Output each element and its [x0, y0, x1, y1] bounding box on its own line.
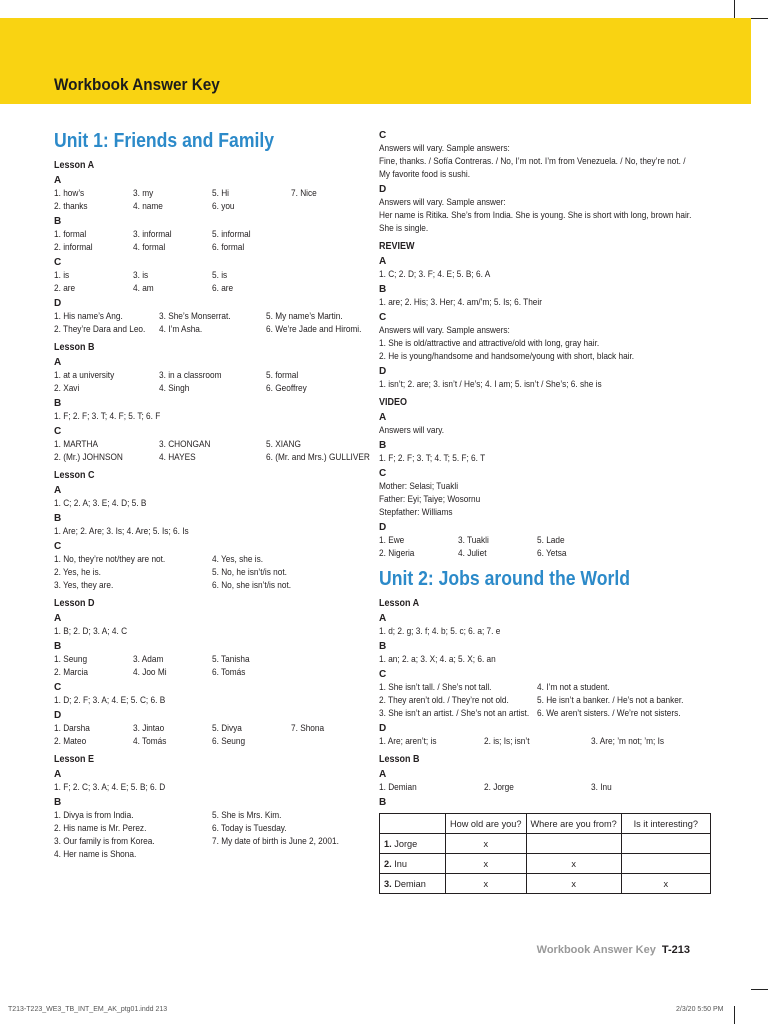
answer-line: Answers will vary. Sample answer:: [379, 197, 506, 207]
page-title: Workbook Answer Key: [54, 75, 220, 94]
answer: 6. (Mr. and Mrs.) GULLIVER: [266, 452, 370, 462]
answer: 5. Divya: [212, 723, 242, 733]
table-header-row: [380, 814, 711, 834]
table-row: [380, 854, 711, 874]
answer-line: 1. isn’t; 2. are; 3. isn’t / He’s; 4. I am; 5. isn’t / She’s; 6. she is: [379, 379, 602, 389]
answer-line: Answers will vary. Sample answers:: [379, 325, 510, 335]
answer-grid: [54, 653, 369, 679]
answer-line: 1. Are; 2. Are; 3. Is; 4. Are; 5. Is; 6. Is: [54, 526, 189, 536]
exercise-label: B: [379, 284, 387, 295]
table-cell: x: [621, 874, 710, 894]
crop-mark: [734, 1006, 735, 1024]
answer: 3. in a classroom: [159, 370, 222, 380]
answer-line: 1. F; 2. F; 3. T; 4. F; 5. T; 6. F: [54, 411, 161, 421]
answer-grid: [54, 269, 369, 295]
answer-line: 1. F; 2. C; 3. A; 4. E; 5. B; 6. D: [54, 782, 166, 792]
answer-grid: [379, 781, 719, 794]
answer: 7. My date of birth is June 2, 2001.: [212, 836, 339, 846]
answer: 2. informal: [54, 242, 93, 252]
answer: 1. Divya is from India.: [54, 810, 134, 820]
answer: 1. is: [54, 270, 70, 280]
lesson-heading: Lesson C: [54, 470, 95, 481]
answer: 4. Tomás: [133, 736, 167, 746]
exercise-label: D: [379, 366, 387, 377]
exercise-label: B: [54, 216, 62, 227]
answer: 3. my: [133, 188, 154, 198]
answer: 2. Jorge: [484, 782, 514, 792]
answer-grid: [379, 534, 719, 560]
print-slug-file: T213-T223_WE3_TB_INT_EM_AK_ptg01.indd 213: [8, 1006, 168, 1013]
answer: 5. informal: [212, 229, 251, 239]
row-label: [380, 834, 446, 854]
lesson-heading: Lesson A: [379, 598, 420, 609]
answer-line: 1. B; 2. D; 3. A; 4. C: [54, 626, 128, 636]
table-cell: [526, 834, 621, 854]
answer: 7. Shona: [291, 723, 325, 733]
column-header: How old are you?: [446, 814, 527, 834]
exercise-label: B: [54, 641, 62, 652]
print-slug-date: 2/3/20 5:50 PM: [676, 1006, 724, 1013]
answer-line: 1. C; 2. D; 3. F; 4. E; 5. B; 6. A: [379, 269, 491, 279]
answer: 6. We’re Jade and Hiromi.: [266, 324, 362, 334]
answer-table: [379, 813, 711, 894]
answer: 2. They’re Dara and Leo.: [54, 324, 146, 334]
answer: 5. Lade: [537, 535, 565, 545]
answer: 4. Yes, she is.: [212, 554, 264, 564]
exercise-label: D: [54, 710, 62, 721]
exercise-label: A: [54, 613, 62, 624]
table-cell: x: [446, 854, 527, 874]
table-row: [380, 874, 711, 894]
exercise-label: B: [54, 513, 62, 524]
answer: 1. formal: [54, 229, 87, 239]
answer: 1. His name’s Ang.: [54, 311, 123, 321]
unit2-title: Unit 2: Jobs around the World: [379, 568, 630, 590]
answer: 1. Ewe: [379, 535, 405, 545]
row-number: 3.: [384, 878, 392, 889]
answer: 6. Seung: [212, 736, 246, 746]
answer-grid: [54, 553, 369, 592]
exercise-label: A: [379, 769, 387, 780]
answer-grid: [54, 310, 369, 336]
row-label: [380, 854, 446, 874]
answer: 3. Tuakli: [458, 535, 489, 545]
answer-line: 2. He is young/handsome and handsome/young with short, black hair.: [379, 351, 635, 361]
exercise-label: C: [379, 669, 387, 680]
exercise-label: B: [379, 641, 387, 652]
table-cell: [621, 854, 710, 874]
answer-line: Answers will vary.: [379, 425, 445, 435]
table-cell: x: [526, 874, 621, 894]
answer-grid: [54, 809, 369, 861]
exercise-label: B: [379, 797, 387, 808]
answer-grid: [379, 735, 719, 748]
page-footer: [537, 944, 690, 956]
answer: 6. We aren’t sisters. / We’re not sisters.: [537, 708, 681, 718]
exercise-label: D: [379, 184, 387, 195]
table-cell: x: [526, 854, 621, 874]
row-name: Demian: [394, 878, 426, 889]
answer: 3. Inu: [591, 782, 612, 792]
answer: 4. am: [133, 283, 154, 293]
answer: 4. I’m Asha.: [159, 324, 203, 334]
answer-line: 1. She is old/attractive and attractive/old with long, gray hair.: [379, 338, 600, 348]
answer: 5. formal: [266, 370, 299, 380]
unit1-title: Unit 1: Friends and Family: [54, 130, 275, 152]
left-column: [54, 128, 369, 861]
exercise-label: C: [54, 541, 62, 552]
answer: 2. Marcia: [54, 667, 89, 677]
exercise-label: C: [379, 312, 387, 323]
column-header: Where are you from?: [526, 814, 621, 834]
answer: 6. are: [212, 283, 234, 293]
answer: 1. Darsha: [54, 723, 90, 733]
answer: 6. No, she isn’t/is not.: [212, 580, 292, 590]
exercise-label: A: [54, 769, 62, 780]
answer: 2. (Mr.) JOHNSON: [54, 452, 123, 462]
answer: 2. thanks: [54, 201, 88, 211]
answer-line: Father: Eyi; Taiye; Wosornu: [379, 494, 481, 504]
answer: 6. Geoffrey: [266, 383, 307, 393]
answer: 3. Our family is from Korea.: [54, 836, 155, 846]
table-cell: [621, 834, 710, 854]
answer: 3. informal: [133, 229, 172, 239]
exercise-label: A: [54, 357, 62, 368]
crop-mark: [734, 0, 735, 18]
answer-line: She is single.: [379, 223, 429, 233]
exercise-label: B: [54, 398, 62, 409]
answer: 2. Xavi: [54, 383, 80, 393]
answer: 4. Joo Mi: [133, 667, 167, 677]
answer-line: 1. C; 2. A; 3. E; 4. D; 5. B: [54, 498, 147, 508]
answer: 6. formal: [212, 242, 245, 252]
row-number: 2.: [384, 858, 392, 869]
column-header: Is it interesting?: [621, 814, 710, 834]
section-heading: REVIEW: [379, 241, 415, 252]
answer: 3. She’s Monserrat.: [159, 311, 231, 321]
answer-line: 1. d; 2. g; 3. f; 4. b; 5. c; 6. a; 7. e: [379, 626, 501, 636]
crop-mark: [751, 989, 768, 990]
exercise-label: D: [54, 298, 62, 309]
answer-line: 1. D; 2. F; 3. A; 4. E; 5. C; 6. B: [54, 695, 166, 705]
answer-line: 1. F; 2. F; 3. T; 4. T; 5. F; 6. T: [379, 453, 486, 463]
answer: 7. Nice: [291, 188, 317, 198]
lesson-heading: Lesson E: [54, 754, 95, 765]
answer-grid: [54, 369, 369, 395]
answer: 2. They aren’t old. / They’re not old.: [379, 695, 509, 705]
right-column: [379, 128, 719, 894]
answer: 5. No, he isn’t/is not.: [212, 567, 287, 577]
exercise-label: C: [54, 257, 62, 268]
answer: 1. Are; aren’t; is: [379, 736, 437, 746]
exercise-label: A: [379, 412, 387, 423]
answer: 4. Juliet: [458, 548, 487, 558]
answer: 2. is; Is; isn’t: [484, 736, 530, 746]
answer: 5. Tanisha: [212, 654, 250, 664]
exercise-label: A: [54, 485, 62, 496]
answer: 5. XIANG: [266, 439, 301, 449]
answer: 4. Her name is Shona.: [54, 849, 137, 859]
answer: 2. Mateo: [54, 736, 87, 746]
exercise-label: D: [379, 522, 387, 533]
exercise-label: C: [54, 426, 62, 437]
answer-line: 1. are; 2. His; 3. Her; 4. am/’m; 5. Is; 6. Their: [379, 297, 542, 307]
row-number: 1.: [384, 838, 392, 849]
answer: 5. Hi: [212, 188, 230, 198]
section-heading: VIDEO: [379, 397, 408, 408]
answer-line: Stepfather: Williams: [379, 507, 453, 517]
answer-line: Fine, thanks. / Sofía Contreras. / No, I’m not. I’m from Venezuela. / No, they’re not. /: [379, 156, 686, 166]
answer: 3. Are; ’m not; ’m; Is: [591, 736, 665, 746]
answer: 1. MARTHA: [54, 439, 98, 449]
exercise-label: C: [379, 468, 387, 479]
answer: 5. She is Mrs. Kim.: [212, 810, 282, 820]
footer-label: Workbook Answer Key: [536, 944, 656, 956]
answer: 4. formal: [133, 242, 166, 252]
answer-line: Answers will vary. Sample answers:: [379, 143, 510, 153]
exercise-label: A: [379, 613, 387, 624]
answer: 2. His name is Mr. Perez.: [54, 823, 147, 833]
answer-grid: [54, 228, 369, 254]
crop-mark: [751, 18, 768, 19]
exercise-label: D: [379, 723, 387, 734]
answer: 3. Adam: [133, 654, 164, 664]
exercise-label: A: [54, 175, 62, 186]
exercise-label: B: [54, 797, 62, 808]
answer: 1. how’s: [54, 188, 85, 198]
answer-line: Her name is Ritika. She’s from India. She is young. She is short with long, brown hair.: [379, 210, 692, 220]
answer: 6. Yetsa: [537, 548, 567, 558]
answer: 3. is: [133, 270, 149, 280]
answer: 4. HAYES: [159, 452, 196, 462]
answer: 5. is: [212, 270, 228, 280]
answer: 5. My name’s Martin.: [266, 311, 343, 321]
answer: 1. Demian: [379, 782, 417, 792]
answer: 2. are: [54, 283, 76, 293]
lesson-heading: Lesson D: [54, 598, 95, 609]
answer: 3. She isn’t an artist. / She’s not an artist.: [379, 708, 530, 718]
row-label: [380, 874, 446, 894]
answer: 2. Nigeria: [379, 548, 415, 558]
exercise-label: C: [379, 130, 387, 141]
answer: 4. I’m not a student.: [537, 682, 610, 692]
lesson-heading: Lesson A: [54, 160, 95, 171]
answer: 2. Yes, he is.: [54, 567, 101, 577]
exercise-label: B: [379, 440, 387, 451]
answer-line: 1. an; 2. a; 3. X; 4. a; 5. X; 6. an: [379, 654, 496, 664]
lesson-heading: Lesson B: [379, 754, 420, 765]
answer-grid: [54, 722, 369, 748]
page-number: T-213: [661, 944, 690, 956]
answer-line: My favorite food is sushi.: [379, 169, 470, 179]
answer: 5. He isn’t a banker. / He’s not a banker.: [537, 695, 684, 705]
answer: 6. Tomás: [212, 667, 246, 677]
answer-grid: [379, 681, 719, 720]
lesson-heading: Lesson B: [54, 342, 95, 353]
answer: 1. She isn’t tall. / She’s not tall.: [379, 682, 492, 692]
answer: 4. Singh: [159, 383, 190, 393]
answer: 3. Jintao: [133, 723, 165, 733]
answer: 6. Today is Tuesday.: [212, 823, 287, 833]
exercise-label: A: [379, 256, 387, 267]
answer: 1. at a university: [54, 370, 115, 380]
answer: 1. Seung: [54, 654, 88, 664]
answer-grid: [54, 438, 369, 464]
answer-grid: [54, 187, 369, 213]
answer: 6. you: [212, 201, 235, 211]
answer: 1. No, they’re not/they are not.: [54, 554, 166, 564]
table-cell: x: [446, 834, 527, 854]
row-name: Jorge: [394, 838, 418, 849]
row-name: Inu: [394, 858, 408, 869]
table-row: [380, 834, 711, 854]
answer: 4. name: [133, 201, 163, 211]
table-cell: x: [446, 874, 527, 894]
answer-line: Mother: Selasi; Tuakli: [379, 481, 459, 491]
answer: 3. Yes, they are.: [54, 580, 114, 590]
exercise-label: C: [54, 682, 62, 693]
table-corner: [380, 814, 446, 834]
answer: 3. CHONGAN: [159, 439, 211, 449]
